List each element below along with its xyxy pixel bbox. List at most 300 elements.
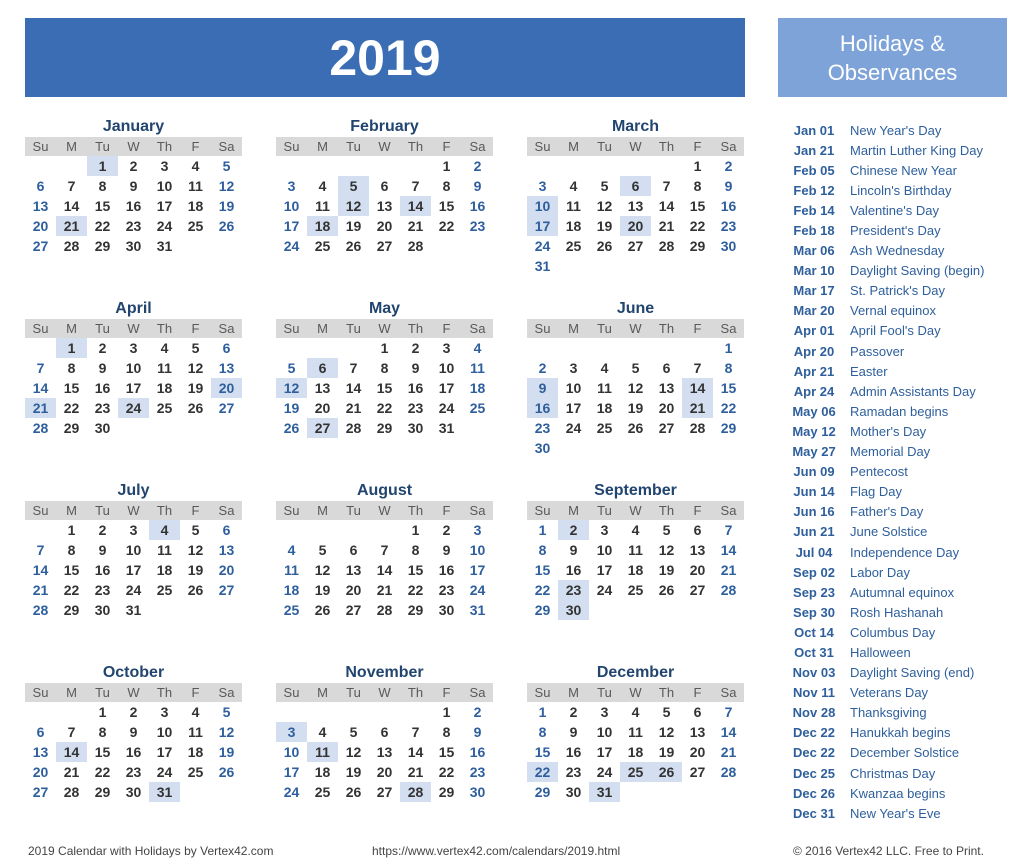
holiday-date: Feb 05 <box>793 162 835 178</box>
weekday-header: Su <box>276 683 307 702</box>
weekday-header: Su <box>527 501 558 520</box>
month-grid <box>276 683 493 802</box>
empty-day <box>276 338 307 358</box>
day-cell: 5 <box>318 542 327 558</box>
day-cell: 12 <box>218 724 235 740</box>
day-cell: 29 <box>63 602 80 618</box>
day-cell: 22 <box>720 400 737 416</box>
holiday-name: Autumnal equinox <box>850 584 955 600</box>
day-cell: 9 <box>569 542 578 558</box>
weekday-header: Su <box>25 683 56 702</box>
holiday-name: Flag Day <box>850 484 903 500</box>
month-july <box>25 481 242 620</box>
day-cell: 14 <box>720 542 737 558</box>
weekday-header: Tu <box>338 137 369 156</box>
day-cell: 8 <box>380 360 389 376</box>
day-cell: 13 <box>689 542 706 558</box>
day-cell: 18 <box>187 198 204 214</box>
day-cell: 22 <box>527 762 558 782</box>
day-cell: 26 <box>187 582 204 598</box>
day-cell: 3 <box>276 722 307 742</box>
holiday-name: Halloween <box>850 644 911 660</box>
day-cell: 3 <box>600 704 609 720</box>
day-cell: 5 <box>222 704 231 720</box>
weekday-header: M <box>56 501 87 520</box>
day-cell: 6 <box>222 522 231 538</box>
year-banner <box>25 18 745 97</box>
empty-day <box>527 338 558 358</box>
day-cell: 3 <box>473 522 482 538</box>
empty-day <box>338 156 369 176</box>
weekday-header: W <box>118 683 149 702</box>
day-cell: 26 <box>651 762 682 782</box>
day-cell: 11 <box>157 360 172 376</box>
day-cell: 12 <box>596 198 613 214</box>
day-cell: 27 <box>689 582 706 598</box>
day-cell: 30 <box>125 238 142 254</box>
holiday-date: Jan 01 <box>793 122 835 138</box>
empty-day <box>400 156 431 176</box>
day-cell: 10 <box>125 542 142 558</box>
day-cell: 19 <box>218 198 235 214</box>
day-cell: 4 <box>318 178 327 194</box>
year-title: 2019 <box>329 29 441 86</box>
day-cell: 11 <box>157 542 172 558</box>
day-cell: 5 <box>662 522 671 538</box>
holiday-name: June Solstice <box>850 524 928 540</box>
holiday-date: Nov 11 <box>793 685 835 701</box>
month-grid <box>25 501 242 620</box>
day-cell: 29 <box>94 238 111 254</box>
holiday-name: President's Day <box>850 223 941 239</box>
day-cell: 12 <box>187 542 204 558</box>
holiday-date: Dec 31 <box>793 805 835 821</box>
day-cell: 6 <box>222 340 231 356</box>
holiday-row <box>778 522 1008 542</box>
day-cell: 1 <box>538 704 547 720</box>
month-title: March <box>611 118 660 135</box>
day-cell: 2 <box>569 704 578 720</box>
holidays-title-line2: Observances <box>827 59 958 85</box>
day-cell: 10 <box>283 744 300 760</box>
day-cell: 9 <box>129 724 138 740</box>
day-cell: 19 <box>218 744 235 760</box>
day-cell: 6 <box>693 704 702 720</box>
day-cell: 23 <box>469 764 486 780</box>
day-cell: 19 <box>187 380 204 396</box>
day-cell: 6 <box>380 724 389 740</box>
day-cell: 8 <box>538 542 547 558</box>
day-cell: 4 <box>473 340 482 356</box>
day-cell: 3 <box>569 360 578 376</box>
holiday-date: Apr 24 <box>793 383 835 399</box>
day-cell: 14 <box>376 562 393 578</box>
day-cell: 9 <box>724 178 733 194</box>
day-cell: 22 <box>438 218 455 234</box>
weekday-header: F <box>682 501 713 520</box>
day-cell: 30 <box>720 238 737 254</box>
day-cell: 27 <box>376 784 393 800</box>
holiday-row <box>778 743 1008 763</box>
day-cell: 26 <box>283 420 300 436</box>
month-title: September <box>594 482 677 499</box>
holiday-date: Apr 01 <box>793 323 835 339</box>
day-cell: 8 <box>98 178 107 194</box>
weekday-header: Su <box>276 501 307 520</box>
day-cell: 26 <box>596 238 613 254</box>
day-cell: 20 <box>218 562 235 578</box>
day-cell: 21 <box>56 216 87 236</box>
day-cell: 5 <box>600 178 609 194</box>
month-title: July <box>117 482 150 499</box>
day-cell: 9 <box>411 360 420 376</box>
day-cell: 16 <box>565 744 582 760</box>
day-cell: 1 <box>693 158 702 174</box>
day-cell: 3 <box>600 522 609 538</box>
day-cell: 2 <box>98 340 107 356</box>
day-cell: 24 <box>534 238 551 254</box>
empty-day <box>651 338 682 358</box>
holiday-row <box>778 542 1008 562</box>
day-cell: 17 <box>156 744 173 760</box>
day-cell: 19 <box>627 400 644 416</box>
day-cell: 15 <box>438 198 455 214</box>
day-cell: 12 <box>276 378 307 398</box>
day-cell: 1 <box>724 340 733 356</box>
holiday-row <box>778 602 1008 622</box>
day-cell: 25 <box>314 238 331 254</box>
day-cell: 13 <box>689 724 706 740</box>
day-cell: 16 <box>438 562 455 578</box>
day-cell: 29 <box>534 602 551 618</box>
day-cell: 11 <box>315 198 330 214</box>
day-cell: 30 <box>534 440 551 456</box>
day-cell: 22 <box>94 218 111 234</box>
day-cell: 4 <box>191 704 200 720</box>
weekday-header: Th <box>400 137 431 156</box>
day-cell: 17 <box>596 744 613 760</box>
weekday-header: Tu <box>87 137 118 156</box>
day-cell: 20 <box>345 582 362 598</box>
weekday-header: W <box>118 319 149 338</box>
weekday-header: Th <box>651 683 682 702</box>
weekday-header: Su <box>527 683 558 702</box>
day-cell: 31 <box>149 782 180 802</box>
holiday-date: Jul 04 <box>795 544 833 560</box>
day-cell: 2 <box>129 704 138 720</box>
day-cell: 7 <box>380 542 389 558</box>
day-cell: 25 <box>283 602 300 618</box>
day-cell: 22 <box>407 582 424 598</box>
month-june <box>527 299 744 458</box>
weekday-header: Sa <box>713 501 744 520</box>
day-cell: 8 <box>67 360 76 376</box>
weekday-header: W <box>620 319 651 338</box>
day-cell: 27 <box>218 582 235 598</box>
day-cell: 29 <box>689 238 706 254</box>
month-january <box>25 117 242 256</box>
day-cell: 7 <box>411 178 420 194</box>
day-cell: 18 <box>156 380 173 396</box>
day-cell: 12 <box>345 744 362 760</box>
day-cell: 28 <box>376 602 393 618</box>
holiday-row <box>778 200 1008 220</box>
day-cell: 9 <box>98 360 107 376</box>
day-cell: 4 <box>287 542 296 558</box>
weekday-header: F <box>180 501 211 520</box>
day-cell: 2 <box>558 520 589 540</box>
day-cell: 6 <box>307 358 338 378</box>
day-cell: 15 <box>376 380 393 396</box>
day-cell: 2 <box>411 340 420 356</box>
holiday-row <box>778 642 1008 662</box>
weekday-header: W <box>369 137 400 156</box>
holiday-name: Veterans Day <box>850 685 929 701</box>
day-cell: 13 <box>218 360 235 376</box>
holiday-row <box>778 180 1008 200</box>
day-cell: 23 <box>94 400 111 416</box>
day-cell: 14 <box>63 198 80 214</box>
day-cell: 5 <box>631 360 640 376</box>
holiday-row <box>778 241 1008 261</box>
day-cell: 7 <box>36 542 45 558</box>
day-cell: 11 <box>188 178 203 194</box>
day-cell: 18 <box>627 744 644 760</box>
holiday-date: Mar 17 <box>793 283 835 299</box>
holiday-row <box>778 462 1008 482</box>
holiday-date: May 27 <box>792 444 836 460</box>
holiday-name: Father's Day <box>850 504 924 520</box>
month-title: January <box>102 118 165 135</box>
weekday-header: Tu <box>87 319 118 338</box>
day-cell: 18 <box>314 764 331 780</box>
day-cell: 1 <box>98 704 107 720</box>
weekday-header: Sa <box>713 683 744 702</box>
day-cell: 30 <box>94 602 111 618</box>
holiday-date: Apr 20 <box>793 343 835 359</box>
day-cell: 24 <box>469 582 486 598</box>
day-cell: 14 <box>345 380 362 396</box>
holiday-row <box>778 803 1008 823</box>
holiday-row <box>778 442 1008 462</box>
day-cell: 24 <box>156 218 173 234</box>
day-cell: 12 <box>658 542 675 558</box>
holiday-list <box>778 120 1008 823</box>
empty-day <box>56 702 87 722</box>
day-cell: 27 <box>627 238 644 254</box>
day-cell: 18 <box>156 562 173 578</box>
weekday-header: Su <box>276 319 307 338</box>
holiday-name: Rosh Hashanah <box>850 604 944 620</box>
holiday-date: Sep 23 <box>793 584 835 600</box>
weekday-header: Sa <box>211 319 242 338</box>
day-cell: 1 <box>87 156 118 176</box>
month-grid <box>25 683 242 802</box>
day-cell: 28 <box>407 238 424 254</box>
day-cell: 11 <box>307 742 338 762</box>
day-cell: 20 <box>689 744 706 760</box>
month-august <box>276 481 493 620</box>
empty-day <box>25 520 56 540</box>
day-cell: 7 <box>724 704 733 720</box>
weekday-header: Th <box>149 501 180 520</box>
day-cell: 22 <box>689 218 706 234</box>
weekday-header: Su <box>527 319 558 338</box>
empty-day <box>558 338 589 358</box>
weekday-header: M <box>558 319 589 338</box>
day-cell: 26 <box>345 238 362 254</box>
weekday-header: Sa <box>211 501 242 520</box>
weekday-header: F <box>431 501 462 520</box>
holiday-date: Mar 06 <box>793 243 835 259</box>
day-cell: 16 <box>720 198 737 214</box>
day-cell: 27 <box>32 238 49 254</box>
weekday-header: Tu <box>589 137 620 156</box>
day-cell: 5 <box>287 360 296 376</box>
weekday-header: F <box>431 319 462 338</box>
day-cell: 21 <box>376 582 393 598</box>
month-march <box>527 117 744 276</box>
day-cell: 12 <box>314 562 331 578</box>
day-cell: 17 <box>156 198 173 214</box>
day-cell: 24 <box>596 764 613 780</box>
day-cell: 27 <box>658 420 675 436</box>
month-title: February <box>350 118 419 135</box>
holiday-row <box>778 381 1008 401</box>
holiday-name: New Year's Day <box>850 122 942 138</box>
day-cell: 18 <box>187 744 204 760</box>
weekday-header: Th <box>651 137 682 156</box>
day-cell: 1 <box>442 704 451 720</box>
holiday-name: New Year's Eve <box>850 805 941 821</box>
weekday-header: Tu <box>338 319 369 338</box>
day-cell: 30 <box>125 784 142 800</box>
day-cell: 28 <box>32 602 49 618</box>
weekday-header: F <box>431 683 462 702</box>
day-cell: 2 <box>473 704 482 720</box>
day-cell: 22 <box>534 582 551 598</box>
day-cell: 6 <box>380 178 389 194</box>
holiday-date: Sep 02 <box>793 564 835 580</box>
day-cell: 24 <box>565 420 582 436</box>
day-cell: 16 <box>565 562 582 578</box>
day-cell: 10 <box>596 542 613 558</box>
day-cell: 24 <box>596 582 613 598</box>
day-cell: 1 <box>538 522 547 538</box>
day-cell: 14 <box>32 380 49 396</box>
holiday-date: Jun 09 <box>793 464 835 480</box>
day-cell: 18 <box>283 582 300 598</box>
day-cell: 21 <box>407 218 424 234</box>
weekday-header: F <box>431 137 462 156</box>
holiday-name: Passover <box>850 343 905 359</box>
empty-day <box>369 156 400 176</box>
day-cell: 16 <box>527 398 558 418</box>
weekday-header: F <box>682 319 713 338</box>
day-cell: 24 <box>283 784 300 800</box>
day-cell: 21 <box>345 400 362 416</box>
weekday-header: M <box>558 501 589 520</box>
holiday-row <box>778 421 1008 441</box>
day-cell: 10 <box>565 380 582 396</box>
day-cell: 8 <box>538 724 547 740</box>
day-cell: 28 <box>32 420 49 436</box>
day-cell: 4 <box>569 178 578 194</box>
empty-day <box>56 156 87 176</box>
month-grid <box>276 137 493 256</box>
day-cell: 17 <box>125 562 142 578</box>
day-cell: 13 <box>658 380 675 396</box>
day-cell: 14 <box>32 562 49 578</box>
day-cell: 27 <box>218 400 235 416</box>
day-cell: 2 <box>473 158 482 174</box>
day-cell: 26 <box>187 400 204 416</box>
holiday-date: Apr 21 <box>793 363 835 379</box>
day-cell: 30 <box>469 784 486 800</box>
holiday-row <box>778 763 1008 783</box>
day-cell: 28 <box>689 420 706 436</box>
holiday-date: Dec 22 <box>793 725 835 741</box>
weekday-header: Th <box>400 683 431 702</box>
footer-url[interactable]: https://www.vertex42.com/calendars/2019.html <box>372 844 621 858</box>
empty-day <box>307 156 338 176</box>
day-cell: 13 <box>218 542 235 558</box>
day-cell: 27 <box>32 784 49 800</box>
holiday-row <box>778 120 1008 140</box>
weekday-header: M <box>307 683 338 702</box>
holiday-row <box>778 301 1008 321</box>
month-september <box>527 481 744 620</box>
day-cell: 25 <box>469 400 486 416</box>
day-cell: 19 <box>187 562 204 578</box>
weekday-header: Tu <box>338 501 369 520</box>
day-cell: 14 <box>56 742 87 762</box>
day-cell: 6 <box>662 360 671 376</box>
day-cell: 14 <box>720 724 737 740</box>
day-cell: 28 <box>63 784 80 800</box>
day-cell: 31 <box>438 420 455 436</box>
day-cell: 24 <box>156 764 173 780</box>
day-cell: 29 <box>407 602 424 618</box>
day-cell: 13 <box>32 744 49 760</box>
weekday-header: Tu <box>589 501 620 520</box>
holiday-name: Memorial Day <box>850 444 931 460</box>
day-cell: 7 <box>67 178 76 194</box>
day-cell: 21 <box>32 582 49 598</box>
day-cell: 16 <box>125 198 142 214</box>
day-cell: 15 <box>689 198 706 214</box>
day-cell: 31 <box>589 782 620 802</box>
day-cell: 6 <box>349 542 358 558</box>
weekday-header: Th <box>651 319 682 338</box>
day-cell: 31 <box>125 602 142 618</box>
holiday-name: Hanukkah begins <box>850 725 951 741</box>
day-cell: 25 <box>565 238 582 254</box>
day-cell: 10 <box>527 196 558 216</box>
empty-day <box>682 338 713 358</box>
day-cell: 29 <box>94 784 111 800</box>
day-cell: 9 <box>569 724 578 740</box>
weekday-header: W <box>369 683 400 702</box>
month-november <box>276 663 493 802</box>
day-cell: 25 <box>156 582 173 598</box>
day-cell: 27 <box>376 238 393 254</box>
empty-day <box>589 338 620 358</box>
weekday-header: M <box>558 683 589 702</box>
holiday-row <box>778 361 1008 381</box>
day-cell: 22 <box>94 764 111 780</box>
month-october <box>25 663 242 802</box>
